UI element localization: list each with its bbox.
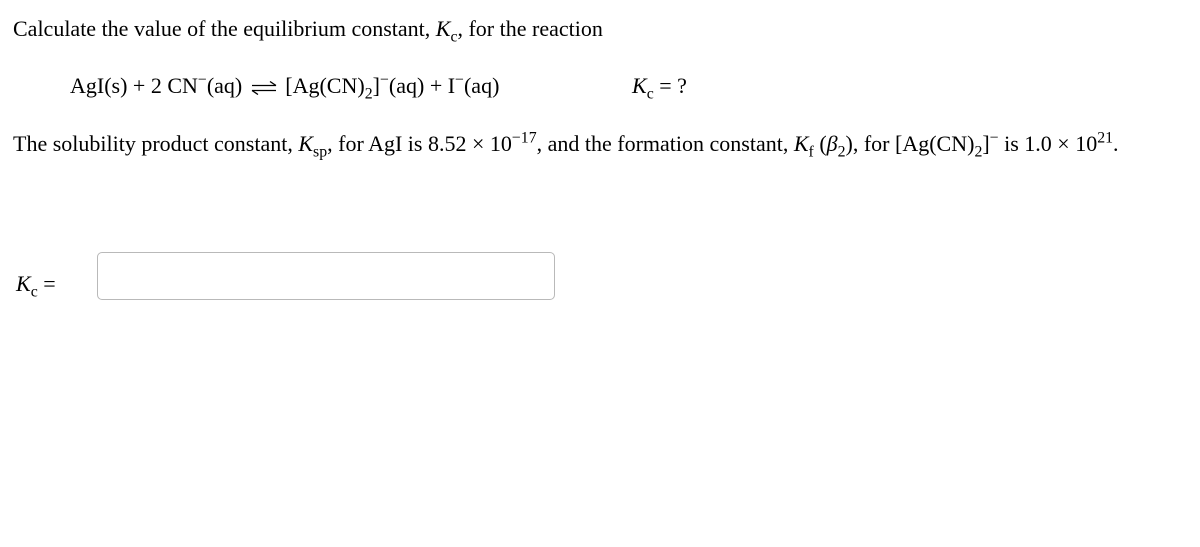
kc-unknown [632, 73, 687, 103]
beta-subscript: 2 [837, 143, 846, 161]
kc-unknown-value: = ? [653, 73, 687, 98]
kc-symbol: K [435, 16, 451, 41]
answer-equals: = [37, 271, 56, 296]
kc-unknown-symbol: K [632, 73, 647, 98]
given-complex-subscript: 2 [974, 143, 983, 161]
iodide-charge: − [455, 71, 464, 89]
answer-kc-symbol: K [16, 271, 31, 296]
cn-phase: (aq) [206, 73, 243, 98]
given-p2: , for AgI is 8.52 × 10 [327, 131, 512, 156]
ksp-symbol: K [298, 131, 314, 156]
kc-unknown-subscript: c [646, 85, 654, 103]
beta-symbol: β [826, 131, 838, 156]
iodide: + I [424, 73, 456, 98]
kf-exponent: 21 [1097, 129, 1114, 147]
complex-subscript: 2 [364, 85, 373, 103]
given-constants-text [13, 129, 1119, 161]
kf-subscript: f [808, 143, 814, 161]
given-p8: . [1113, 131, 1119, 156]
equilibrium-arrow-icon [251, 81, 277, 95]
kf-symbol: K [793, 131, 809, 156]
given-p6: ] [982, 131, 990, 156]
ksp-subscript: sp [313, 143, 328, 161]
answer-kc-subscript: c [30, 283, 38, 301]
complex-close: ] [372, 73, 380, 98]
reaction-equation [70, 71, 500, 103]
ksp-exponent: −17 [511, 129, 537, 147]
answer-label [16, 271, 56, 301]
iodide-phase: (aq) [463, 73, 500, 98]
given-complex-charge: − [989, 129, 999, 147]
kc-subscript: c [450, 28, 458, 46]
question-tail: , for the reaction [457, 16, 603, 41]
complex-charge: − [379, 71, 389, 89]
question-lead: Calculate the value of the equilibrium constant, [13, 16, 436, 41]
given-p5: ), for [Ag(CN) [845, 131, 975, 156]
complex-phase: (aq) [388, 73, 425, 98]
cn-charge: − [197, 71, 207, 89]
given-p4: ( [813, 131, 827, 156]
given-p7: is 1.0 × 10 [998, 131, 1098, 156]
given-p1: The solubility product constant, [13, 131, 299, 156]
given-p3: , and the formation constant, [536, 131, 794, 156]
question-text [13, 16, 603, 46]
reactants: AgI(s) + 2 CN [70, 73, 198, 98]
kc-answer-input[interactable] [97, 252, 555, 300]
complex-open: [Ag(CN) [285, 73, 365, 98]
